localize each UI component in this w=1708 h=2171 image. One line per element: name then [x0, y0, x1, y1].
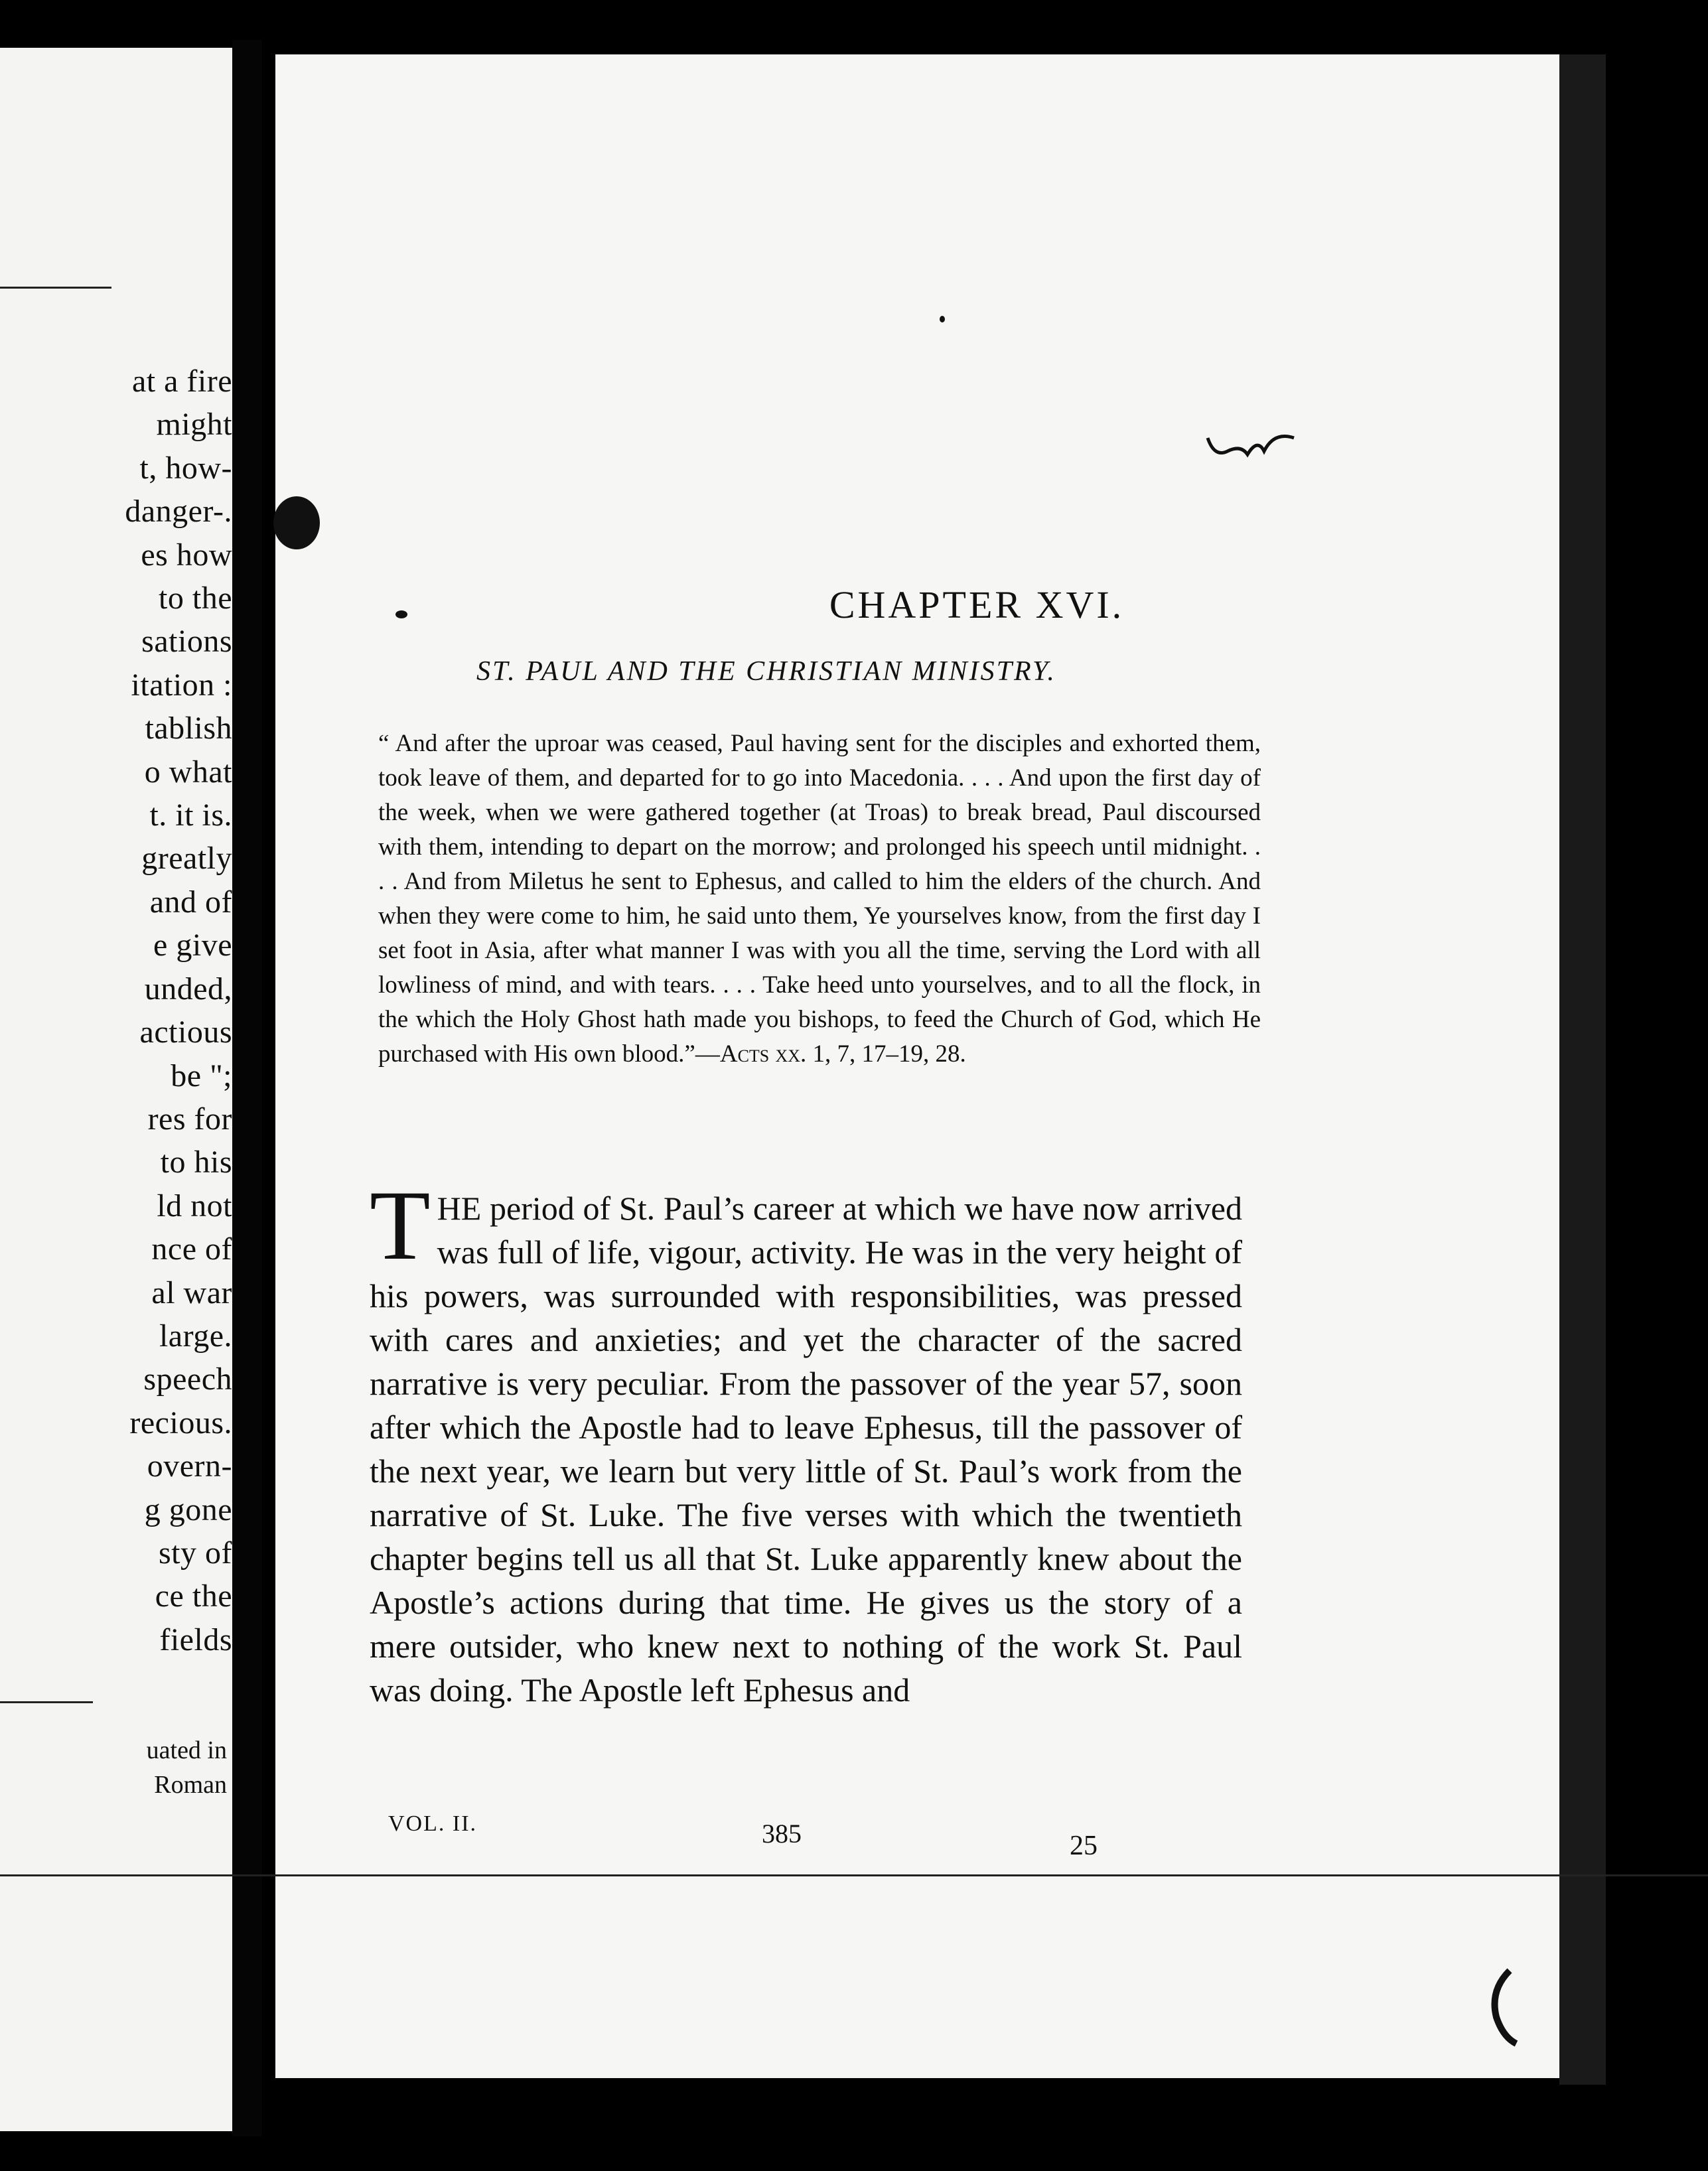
left-footnote-line: Roman [154, 1771, 227, 1799]
left-line: to the [159, 581, 232, 616]
pencil-mark-icon [1201, 418, 1307, 471]
page-number: 385 [762, 1819, 802, 1849]
left-line: and of [149, 884, 232, 920]
left-line: itation : [131, 667, 232, 703]
left-line: ld not [157, 1188, 232, 1224]
ink-blot [273, 496, 320, 549]
left-line: sations [141, 624, 232, 660]
left-line: al war [151, 1275, 232, 1310]
drop-cap: T [370, 1170, 431, 1281]
left-line: fields [159, 1622, 232, 1657]
left-line: greatly [141, 841, 232, 876]
left-line: actious [139, 1015, 232, 1050]
left-line: g gone [144, 1492, 232, 1527]
left-footnote [147, 1733, 227, 1802]
volume-label: VOL. II. [388, 1811, 478, 1836]
chapter-body [370, 1170, 1242, 1712]
chapter-title: CHAPTER XVI. [829, 583, 1125, 626]
left-line: e give [153, 928, 232, 963]
left-line: o what [144, 754, 232, 790]
left-footnote-rule [0, 1701, 93, 1703]
left-line: to his [160, 1145, 232, 1180]
left-line: nce of [151, 1231, 232, 1267]
scan-fold-line [0, 1874, 1708, 1876]
left-footnote-line: uated in [146, 1736, 227, 1764]
left-line: t. it is. [149, 798, 232, 833]
body-paragraph: HE period of St. Paul’s career at which we have now arrived was full of life, vigour, activity. He was in the very height of his powers, was surrounded with responsibilities, was pressed with cares and anxieties; and yet the character of the sacred narrative is very peculiar. From the passover of the year 57, soon after which the Apostle had to leave Ephesus, till the passover of the next year, we learn but very little of St. Paul’s work from the narrative of St. Luke. The five verses with which the twentieth chapter begins tell us all that St. Luke apparently knew about the Apostle’s actions during that time. He gives us the story of a mere outsider, who knew next to nothing of the work St. Paul was doing. The Apostle left Ephesus and [370, 1190, 1242, 1709]
left-line: at a fire [131, 364, 232, 399]
left-line: es how [141, 537, 232, 573]
bracket-mark-icon [1483, 1964, 1523, 2050]
left-line: sty of [159, 1535, 232, 1571]
page-edge-shadow [1559, 54, 1606, 2085]
left-line: res for [147, 1101, 232, 1137]
left-line: danger-. [125, 494, 232, 529]
left-line: large. [159, 1318, 232, 1354]
epigraph-source: Acts xx. 1, 7, 17–19, 28. [719, 1040, 966, 1068]
left-page [0, 48, 232, 2131]
left-line: overn- [147, 1448, 232, 1484]
left-line: be "; [171, 1058, 232, 1093]
epigraph-text: “ And after the uproar was ceased, Paul having sent for the disciples and exhorted them, took leave of them, and departed for to go into Macedonia. . . . And upon the first day of the week, when we were gathered together (at Troas) to break bread, Paul discoursed with them, intending to depart on the morrow; and prolonged his speech until midnight. . . . And from Miletus he sent to Ephesus, and called to him the elders of the church. And when they were come to him, he said unto them, Ye yourselves know, from the first day I set foot in Asia, after what manner I was with you all the time, serving the Lord with all lowliness of mind, and with tears. . . . Take heed unto yourselves, and to all the flock, in the which the Holy Ghost hath made you bishops, to feed the Church of God, which He purchased with His own blood.”— [378, 730, 1261, 1068]
left-line: unded, [144, 971, 232, 1007]
ink-speck [940, 316, 945, 322]
left-line: recious. [129, 1405, 232, 1440]
left-line: t, how- [139, 450, 232, 486]
signature-mark: 25 [1070, 1831, 1098, 1861]
left-line: tablish [145, 711, 232, 746]
chapter-subtitle: ST. PAUL AND THE CHRISTIAN MINISTRY. [476, 656, 1056, 687]
chapter-epigraph [378, 727, 1261, 1072]
left-page-text [7, 360, 232, 1661]
left-line: speech [143, 1362, 232, 1397]
left-line: ce the [155, 1578, 232, 1614]
book-gutter [232, 40, 262, 2136]
left-top-rule [0, 287, 111, 289]
left-line: might [156, 407, 232, 443]
